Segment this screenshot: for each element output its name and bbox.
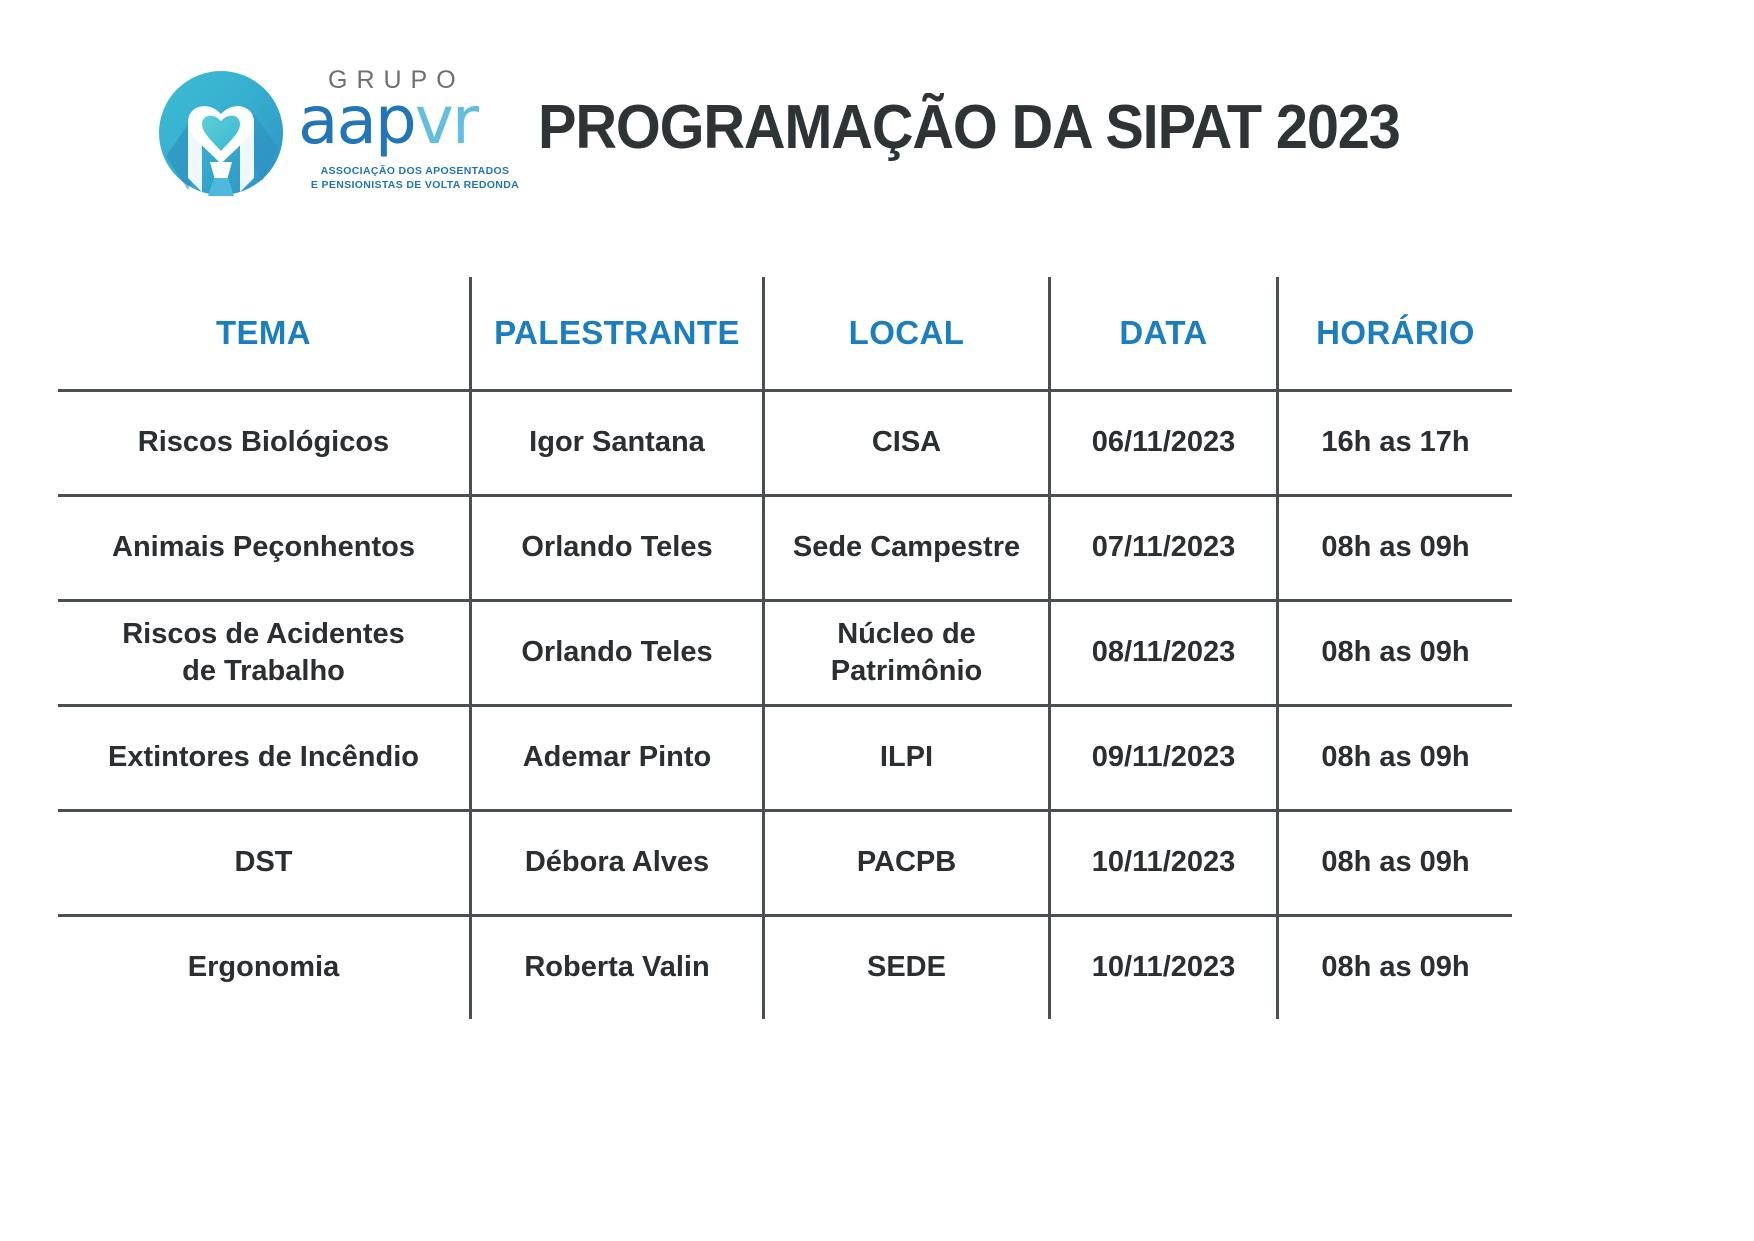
brand-tagline-line-2: E PENSIONISTAS DE VOLTA REDONDA <box>310 178 520 191</box>
table-row <box>57 916 1514 1021</box>
cell-horario: 08h as 09h <box>1278 706 1514 811</box>
cell-local <box>764 706 1050 811</box>
cell-palestrante: Orlando Teles <box>471 496 764 601</box>
cell-horario: 08h as 09h <box>1278 811 1514 916</box>
brand-vr-text: vr <box>414 82 477 159</box>
table-header-row <box>57 276 1514 391</box>
cell-tema <box>57 496 471 601</box>
cell-local <box>764 916 1050 1021</box>
table-row <box>57 391 1514 496</box>
cell-palestrante: Roberta Valin <box>471 916 764 1021</box>
cell-tema <box>57 916 471 1021</box>
cell-palestrante: Orlando Teles <box>471 601 764 706</box>
cell-local <box>764 601 1050 706</box>
cell-tema-line-1: Riscos Biológicos <box>137 426 390 459</box>
brand-aapvr <box>298 82 477 159</box>
cell-tema-line-1: DST <box>234 846 293 879</box>
cell-horario: 16h as 17h <box>1278 391 1514 496</box>
brand-tagline-line-1: ASSOCIAÇÃO DOS APOSENTADOS <box>320 165 510 177</box>
cell-tema-line-1: Riscos de Acidentes <box>122 617 405 650</box>
cell-palestrante: Igor Santana <box>471 391 764 496</box>
cell-horario: 08h as 09h <box>1278 916 1514 1021</box>
cell-palestrante: Ademar Pinto <box>471 706 764 811</box>
page-title: PROGRAMAÇÃO DA SIPAT 2023 <box>538 93 1400 162</box>
cell-data: 09/11/2023 <box>1050 706 1278 811</box>
cell-tema-line-1: Extintores de Incêndio <box>108 741 419 774</box>
cell-data: 10/11/2023 <box>1050 916 1278 1021</box>
heart-in-hands-circle-icon <box>158 70 284 196</box>
cell-tema <box>57 391 471 496</box>
cell-tema-line-1: Animais Peçonhentos <box>112 531 415 564</box>
column-header-local: LOCAL <box>764 276 1050 391</box>
table-row <box>57 601 1514 706</box>
cell-local-line-1: Núcleo de <box>837 617 976 650</box>
cell-palestrante: Débora Alves <box>471 811 764 916</box>
cell-data: 10/11/2023 <box>1050 811 1278 916</box>
cell-local-line-1: PACPB <box>856 846 957 879</box>
table-row <box>57 706 1514 811</box>
schedule-table <box>55 274 1515 1022</box>
cell-data: 07/11/2023 <box>1050 496 1278 601</box>
brand-tagline <box>300 165 530 193</box>
cell-horario: 08h as 09h <box>1278 496 1514 601</box>
table-body <box>57 391 1514 1021</box>
table-row <box>57 496 1514 601</box>
table-header <box>57 276 1514 391</box>
cell-tema <box>57 601 471 706</box>
column-header-tema: TEMA <box>57 276 471 391</box>
cell-local-line-1: SEDE <box>867 951 946 984</box>
cell-data: 06/11/2023 <box>1050 391 1278 496</box>
column-header-data: DATA <box>1050 276 1278 391</box>
cell-tema <box>57 706 471 811</box>
cell-local <box>764 391 1050 496</box>
cell-tema-line-2: de Trabalho <box>182 655 345 687</box>
brand-aap-text: aap <box>298 82 415 159</box>
cell-tema-line-1: Ergonomia <box>187 951 340 984</box>
table-row <box>57 811 1514 916</box>
cell-local-line-2: Patrimônio <box>830 655 983 687</box>
cell-tema <box>57 811 471 916</box>
cell-data: 08/11/2023 <box>1050 601 1278 706</box>
cell-local <box>764 496 1050 601</box>
cell-horario: 08h as 09h <box>1278 601 1514 706</box>
brand-grupo-label: GRUPO <box>328 66 465 94</box>
schedule-table-container <box>55 274 1512 1022</box>
column-header-palestrante: PALESTRANTE <box>471 276 764 391</box>
column-header-horario: HORÁRIO <box>1278 276 1514 391</box>
brand-logo <box>158 60 518 200</box>
cell-local-line-1: CISA <box>871 426 942 459</box>
cell-local-line-1: Sede Campestre <box>792 531 1021 564</box>
page-header <box>0 0 1754 250</box>
brand-wordmark <box>298 60 528 200</box>
cell-local-line-1: ILPI <box>879 741 934 774</box>
cell-local <box>764 811 1050 916</box>
